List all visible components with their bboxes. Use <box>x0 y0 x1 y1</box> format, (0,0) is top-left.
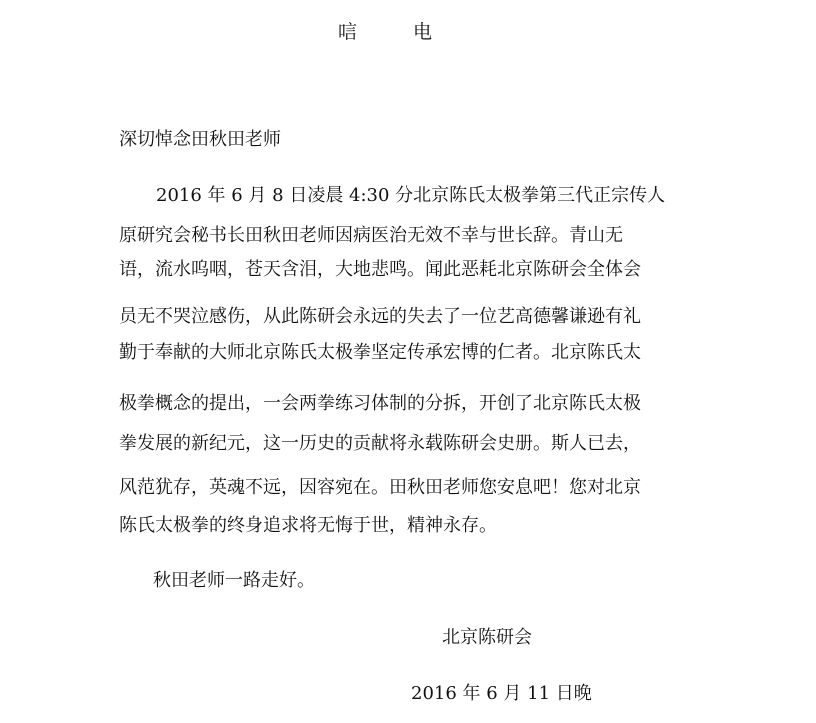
body-line-3: 语，流水呜咽，苍天含泪，大地悲鸣。闻此恶耗北京陈研会全体会 <box>119 259 641 280</box>
salutation: 深切悼念田秋田老师 <box>119 129 281 150</box>
body-line-1: 2016 年 6 月 8 日凌晨 4:30 分北京陈氏太极拳第三代正宗传人 <box>156 185 666 206</box>
date-line: 2016 年 6 月 11 日晚 <box>411 683 592 704</box>
body-line-8: 风范犹存，英魂不远，因容宛在。田秋田老师您安息吧！您对北京 <box>119 477 641 498</box>
title-char-2: 电 <box>413 21 433 43</box>
title-char-1: 唁 <box>338 21 358 43</box>
body-line-4: 员无不哭泣感伤，从此陈研会永远的失去了一位艺高德馨谦逊有礼 <box>119 306 641 327</box>
body-line-9: 陈氏太极拳的终身追求将无悔于世，精神永存。 <box>119 515 497 536</box>
document-title <box>338 18 432 46</box>
closing-line: 秋田老师一路走好。 <box>153 570 315 591</box>
body-line-7: 拳发展的新纪元，这一历史的贡献将永载陈研会史册。斯人已去， <box>119 433 641 454</box>
body-line-2: 原研究会秘书长田秋田老师因病医治无效不幸与世长辞。青山无 <box>119 225 623 246</box>
body-line-6: 极拳概念的提出，一会两拳练习体制的分拆，开创了北京陈氏太极 <box>119 393 641 414</box>
signature: 北京陈研会 <box>442 627 532 648</box>
body-line-5: 勤于奉献的大师北京陈氏太极拳坚定传承宏博的仁者。北京陈氏太 <box>119 342 641 363</box>
